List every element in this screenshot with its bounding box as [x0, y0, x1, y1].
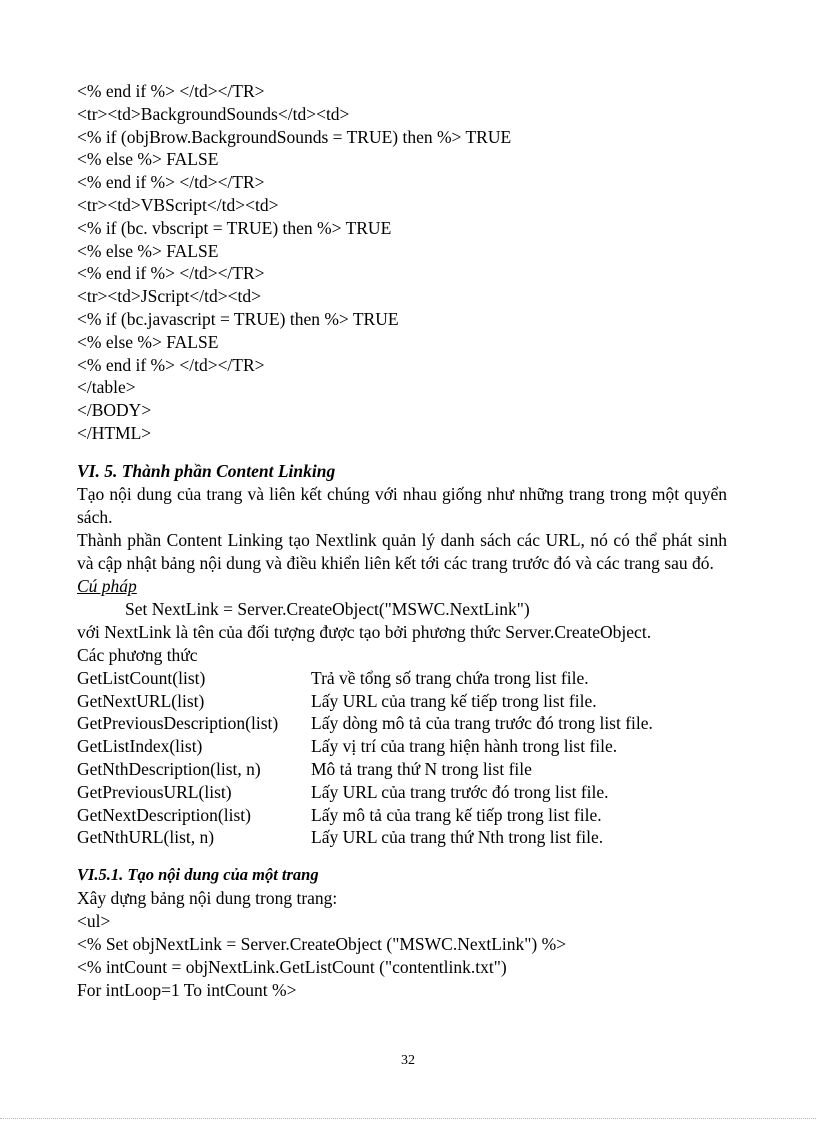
code-line: <% else %> FALSE — [77, 149, 219, 170]
code-line: <% Set objNextLink = Server.CreateObject ("MSWC.NextLink") %> — [77, 933, 567, 954]
section-heading: VI. 5. Thành phần Content Linking — [77, 460, 336, 481]
code-line: <tr><td>VBScript</td><td> — [77, 194, 279, 215]
method-row — [77, 735, 727, 758]
method-row — [77, 804, 727, 827]
code-block-top — [77, 80, 727, 445]
method-row — [77, 712, 727, 735]
method-name: GetListCount(list) — [77, 667, 206, 688]
code-line: <% end if %> </td></TR> — [77, 172, 265, 193]
method-name: GetListIndex(list) — [77, 736, 203, 757]
method-row — [77, 826, 727, 849]
method-name: GetNextDescription(list) — [77, 804, 251, 825]
code-line: <% end if %> </td></TR> — [77, 263, 265, 284]
code-line: <% if (bc. vbscript = TRUE) then %> TRUE — [77, 217, 392, 238]
method-description: Lấy URL của trang thứ Nth trong list file. — [311, 827, 604, 848]
code-block-bottom — [77, 910, 727, 1001]
section-paragraph-2: Thành phần Content Linking tạo Nextlink quản lý danh sách các URL, nó có thể phát sinh và cập nhật bảng nội dung và điều khiển liên kết tới các trang trước đó và các trang sau đó. — [77, 529, 727, 573]
page-content — [77, 80, 727, 1001]
code-line: </HTML> — [77, 422, 152, 443]
method-description: Lấy vị trí của trang hiện hành trong list file. — [311, 736, 618, 757]
section-paragraph-1: Tạo nội dung của trang và liên kết chúng với nhau giống như những trang trong một quyển sách. — [77, 483, 727, 527]
footer-dotted-rule — [0, 1118, 816, 1119]
code-line: <% if (bc.javascript = TRUE) then %> TRUE — [77, 308, 399, 329]
code-line: </BODY> — [77, 400, 152, 421]
code-line: <ul> — [77, 911, 111, 932]
subsection-heading: VI.5.1. Tạo nội dung của một trang — [77, 865, 319, 885]
method-description: Lấy mô tả của trang kế tiếp trong list file. — [311, 804, 602, 825]
code-line: <% end if %> </td></TR> — [77, 354, 265, 375]
method-row — [77, 667, 727, 690]
method-row — [77, 781, 727, 804]
method-name: GetPreviousURL(list) — [77, 781, 232, 802]
code-line: <% end if %> </td></TR> — [77, 81, 265, 101]
method-description: Lấy dòng mô tả của trang trước đó trong list file. — [311, 713, 653, 734]
code-line: <tr><td>JScript</td><td> — [77, 286, 261, 307]
method-description: Lấy URL của trang trước đó trong list file. — [311, 781, 609, 802]
code-line: <% if (objBrow.BackgroundSounds = TRUE) then %> TRUE — [77, 126, 512, 147]
method-description: Trả về tổng số trang chứa trong list file. — [311, 667, 589, 688]
methods-label: Các phương thức — [77, 644, 198, 665]
code-line: <% else %> FALSE — [77, 240, 219, 261]
syntax-code: Set NextLink = Server.CreateObject("MSWC.NextLink") — [125, 598, 530, 619]
page-number: 32 — [401, 1053, 415, 1068]
code-line: For intLoop=1 To intCount %> — [77, 979, 297, 1000]
method-row — [77, 758, 727, 781]
method-description: Mô tả trang thứ N trong list file — [311, 758, 532, 779]
method-name: GetNthURL(list, n) — [77, 827, 215, 848]
subsection-intro: Xây dựng bảng nội dung trong trang: — [77, 888, 338, 909]
method-name: GetNextURL(list) — [77, 690, 205, 711]
syntax-note: với NextLink là tên của đối tượng được tạo bởi phương thức Server.CreateObject. — [77, 621, 652, 642]
method-name: GetPreviousDescription(list) — [77, 713, 279, 734]
code-line: <% intCount = objNextLink.GetListCount ("contentlink.txt") — [77, 956, 507, 977]
code-line: </table> — [77, 377, 136, 398]
method-name: GetNthDescription(list, n) — [77, 758, 261, 779]
code-line: <tr><td>BackgroundSounds</td><td> — [77, 103, 350, 124]
method-row — [77, 690, 727, 713]
syntax-label: Cú pháp — [77, 575, 137, 596]
methods-table — [77, 667, 727, 849]
method-description: Lấy URL của trang kế tiếp trong list file. — [311, 690, 597, 711]
code-line: <% else %> FALSE — [77, 331, 219, 352]
